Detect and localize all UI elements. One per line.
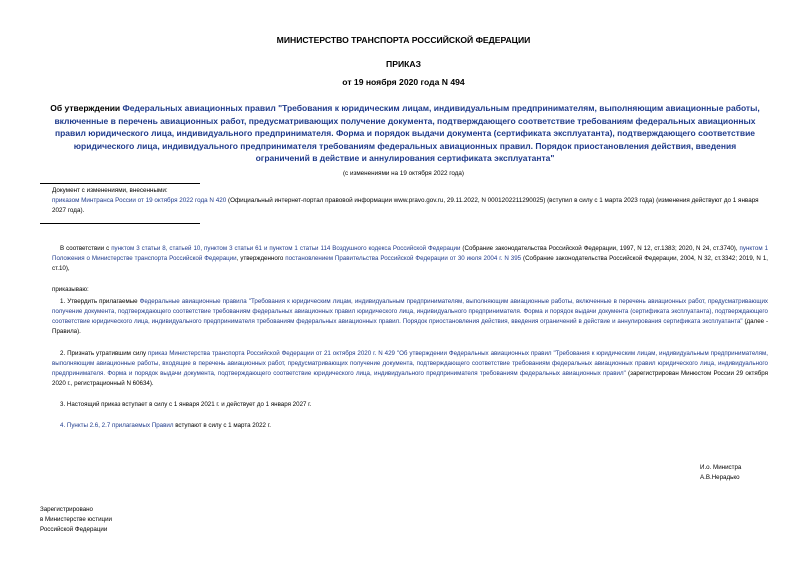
divider-top [40, 183, 200, 184]
command-word: приказываю: [52, 286, 89, 293]
clauses-link[interactable]: 4. Пункты 2.6, 2.7 прилагаемых Правил [60, 422, 174, 429]
item-2-text-2: (зарегистрирован Минюстом России 29 октября 2020 г., регистрационный N 60634). [52, 370, 768, 388]
ministry-regulation-link[interactable]: пунктом 1 Положения о Министерстве транспорта Российской Федерации [52, 245, 769, 263]
order-heading: ПРИКАЗ [386, 59, 421, 69]
divider-bottom [40, 223, 200, 224]
preamble-text-1: В соответствии с [60, 245, 112, 252]
registration-line-1: Зарегистрировано [40, 506, 93, 513]
amendment-order-link[interactable]: приказом Минтранса России от 19 октября 2022 года N 420 [52, 197, 227, 204]
item-1 [52, 297, 768, 337]
amendment-details: (Официальный интернет-портал правовой информации www.pravo.gov.ru, 29.11.2022, N 0001202211290025) (вступил в силу с 1 марта 2023 года) (изменения действуют до 1 января 2027 года). [52, 197, 759, 214]
item-4 [52, 421, 768, 431]
item-4-text: вступают в силу с 1 марта 2022 г. [173, 422, 271, 429]
preamble-text-3: , утвержденного [236, 255, 286, 263]
title-link[interactable]: Федеральных авиационных правил "Требования к юридическим лицам, индивидуальным предпринимателям, выполняющим авиационные работы, включенные в перечень авиационных работ, предусматривающих получение документа, подтверждающего соответствие требованиям федеральных авиационных правил юридического лица, индивидуального предпринимателя. Форма и порядок выдачи документа (сертификата эксплуатанта), подтверждающего соответствие юридического лица, индивидуального предпринимателя требованиям федеральных авиационных правил. Порядок приостановления действия, введения ограничений в действие и аннулирования сертификата эксплуатанта" [54, 103, 760, 164]
changes-note: (с изменениями на 19 октября 2022 года) [342, 170, 465, 177]
rules-link[interactable]: Федеральные авиационные правила "Требования к юридическим лицам, индивидуальным предпринимателям, выполняющим авиационные работы, включенные в перечень авиационных работ, предусматривающих получение документа, подтверждающего соответствие требованиям федеральных авиационных правил юридического лица, индивидуального предпринимателя. Форма и порядок выдачи документа (сертификата эксплуатанта), подтверждающего соответствие юридического лица, индивидуального предпринимателя требованиям федеральных авиационных правил. Порядок приостановления действия, введения ограничений в действие и аннулирования сертификата эксплуатанта" [52, 298, 768, 326]
item-1-text-1: 1. Утвердить прилагаемые [60, 298, 140, 305]
ministry-heading: МИНИСТЕРСТВО ТРАНСПОРТА РОССИЙСКОЙ ФЕДЕРАЦИИ [276, 35, 531, 45]
registration-line-2: в Министерстве юстиции [40, 516, 113, 524]
signer-name: А.В.Нерадько [700, 474, 740, 481]
preamble-paragraph [52, 244, 768, 274]
air-code-link[interactable]: пунктом 3 статьи 8, статьей 10, пунктом 3 статьи 61 и пунктом 1 статьи 114 Воздушного кодекса Российской Федерации [111, 245, 461, 252]
signature-block [700, 463, 741, 483]
registration-line-3: Российской Федерации [40, 526, 108, 534]
order-date: от 19 ноября 2020 года N 494 [342, 77, 465, 87]
title-prefix: Об утверждении [50, 103, 123, 113]
preamble-text-4: (Собрание законодательства Российской Федерации, 2004, N 32, ст.3342; 2019, N 1, ст.10), [52, 255, 768, 273]
item-3: 3. Настоящий приказ вступает в силу с 1 января 2021 г. и действует до 1 января 2027 г. [60, 401, 312, 408]
amendments-intro: Документ с изменениями, внесенными: [52, 187, 168, 194]
item-2-text-1: 2. Признать утратившим силу [60, 350, 149, 357]
signer-role: И.о. Министра [700, 464, 742, 471]
amendments-text [52, 196, 768, 216]
preamble-text-2: (Собрание законодательства Российской Федерации, 1997, N 12, ст.1383; 2020, N 24, ст.3740), [460, 245, 740, 252]
item-2 [52, 349, 768, 389]
registration-block [40, 505, 112, 536]
document-title [50, 102, 760, 165]
amendments-box [52, 186, 768, 216]
item-1-text-2: (далее - Правила). [52, 318, 769, 336]
government-decree-link[interactable]: постановлением Правительства Российской Федерации от 30 июля 2004 г. N 395 [285, 255, 522, 263]
repealed-order-link[interactable]: приказ Министерства транспорта Российской Федерации от 21 октября 2020 г. N 429 "Об утверждении Федеральных авиационных правил "Требования к юридическим лицам, индивидуальным предпринимателям, выполняющим авиационные работы, входящие в перечень авиационных работ, предусматривающих получение документа, подтверждающего соответствие требованиям федеральных авиационных правил юридического лица, индивидуального предпринимателя. Форма и порядок выдачи документа, подтверждающего соответствие юридического лица, индивидуального предпринимателя требованиям федеральных авиационных правил" [52, 350, 768, 378]
